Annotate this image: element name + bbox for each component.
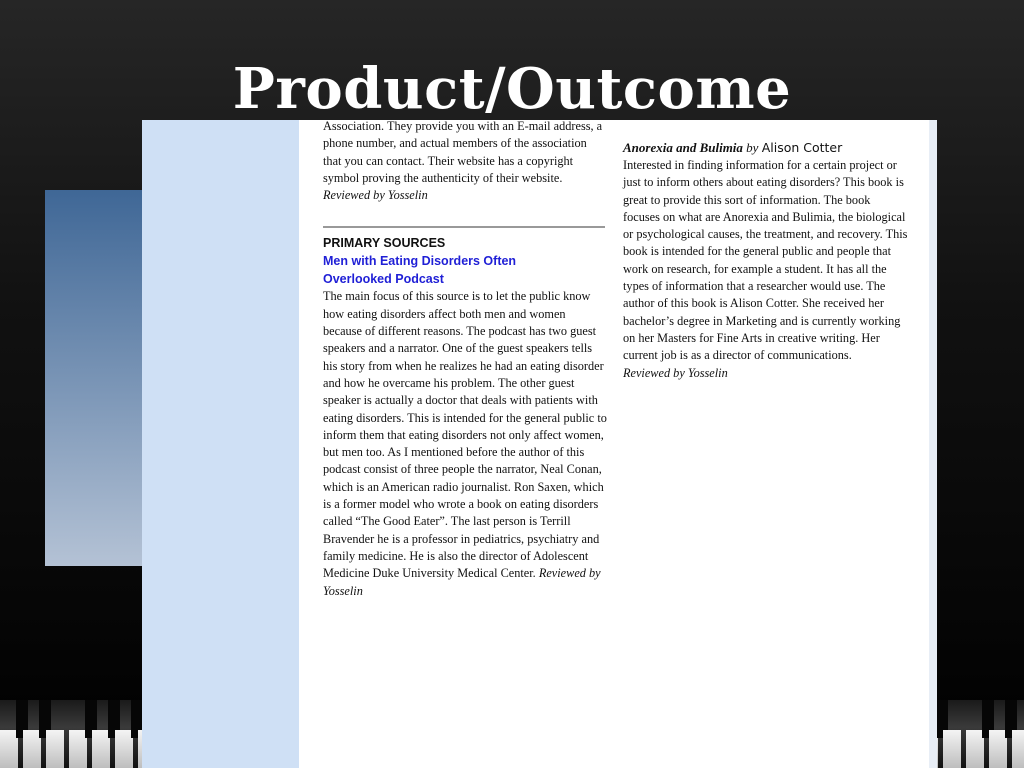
- book-author: Alison Cotter: [761, 140, 843, 155]
- source-body-text: The main focus of this source is to let the public know how eating disorders affect both men and women because of different reasons. The podcast has two guest speakers and a narrator. One of the guest speakers tells his story from when he realizes he had an eating disorder and how he overcame his problem. The other guest speaker is actually a doctor that deals with patients with eating disorders. This is intended for the general public to inform them that eating disorders not only affect women, but men too. As I mentioned before the author of this podcast consist of three people the narrator, Neal Conan, which is an American radio journalist. Ron Saxen, which is a former model who wrote a book on eating disorders called “The Good Eater”. The last person is Terrill Bravender he is a professor in pediatrics, psychiatry and family medicine. He is also the director of Adolescent Medicine Duke University Medical Center.: [323, 289, 607, 581]
- source-title-line2: Overlooked Podcast: [323, 272, 444, 287]
- intro-paragraph: [323, 120, 607, 187]
- book-reviewer: Reviewed by Yosselin: [623, 365, 728, 380]
- slide-title: Product/Outcome: [232, 56, 792, 122]
- book-review-body: Interested in finding information for a certain project or just to inform others about eating disorders? This book is great to provide this sort of information. The book focuses on what are Anorexia and Bulimia, the biological or psychological causes, the treatment, and recovery. This book is intended for the general public and people that work on research, for example a student. It has all the types of information that a researcher would use. The author of this book is Alison Cotter. She received her bachelor’s degree in Marketing and is currently working on her Masters for Fine Arts in creative writing. Her current job is as a director of communications.: [623, 158, 908, 363]
- source-body: [323, 288, 607, 599]
- book-heading: [623, 139, 908, 157]
- section-divider: [323, 226, 605, 228]
- intro-reviewer: Reviewed by Yosselin: [323, 188, 428, 203]
- right-column: [623, 139, 908, 382]
- document-screenshot: [142, 120, 937, 768]
- piano-white-key: [46, 730, 64, 768]
- piano-white-key: [1012, 730, 1024, 768]
- document-right-edge: [929, 120, 937, 768]
- left-column: [323, 120, 607, 600]
- document-sidebar: [142, 120, 299, 768]
- by-word: by: [746, 140, 759, 155]
- book-title: Anorexia and Bulimia: [623, 140, 743, 155]
- intro-text: Association. They provide you with an E-mail address, a phone number, and actual members of the association that you can contact. Their website has a copyright symbol proving the authenticity of their website.: [323, 120, 603, 185]
- source-title-line1: Men with Eating Disorders Often: [323, 254, 517, 269]
- section-heading: PRIMARY SOURCES: [323, 236, 446, 251]
- piano-white-key: [943, 730, 961, 768]
- decorative-blue-panel: [45, 190, 155, 566]
- source-reviewer: Reviewed by Yosselin: [323, 566, 601, 598]
